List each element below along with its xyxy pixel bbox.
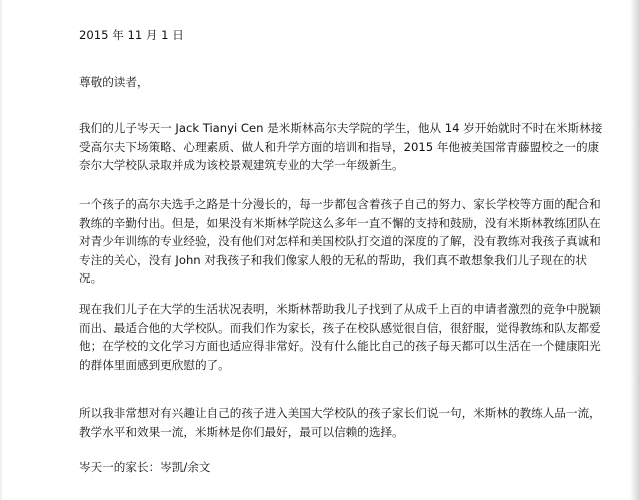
letter-paragraph-3: 现在我们儿子在大学的生活状况表明，米斯林帮助我儿子找到了从成千上百的申请者激烈的竞争中脱颖而出、最适合他的大学校队。而我们作为家长，孩子在校队感觉很自信，很舒服，觉得教练和队友都爱他；在学校的文化学习方面也适应得非常好。没有什么能比自己的孩子每天都可以生活在一个健康阳光的群体里面感到更欣慰的了。 xyxy=(79,302,601,372)
page-left-shadow xyxy=(0,0,3,500)
letter-greeting: 尊敬的读者， xyxy=(79,75,149,89)
letter-signature: 岑天一的家长：岑凯/余文 xyxy=(79,460,211,474)
page-right-shadow xyxy=(630,0,640,500)
letter-paragraph-4: 所以我非常想对有兴趣让自己的孩子进入美国大学校队的孩子家长们说一句，米斯林的教练人品一流，教学水平和效果一流，米斯林是你们最好，最可以信赖的选择。 xyxy=(79,406,601,439)
letter-paragraph-2: 一个孩子的高尔夫选手之路是十分漫长的，每一步都包含着孩子自己的努力、家长学校等方面的配合和教练的辛勤付出。但是，如果没有米斯林学院这么多年一直不懈的支持和鼓励，没有米斯林教练团队在对青少年训练的专业经验，没有他们对怎样和美国校队打交道的深度的了解，没有教练对我孩子真诚和专注的关心，没有 John 对我孩子和我们像家人般的无私的帮助，我们真不敢想象我们儿子现在的状况。 xyxy=(79,197,601,285)
letter-paragraph-1: 我们的儿子岑天一 Jack Tianyi Cen 是米斯林高尔夫学院的学生，他从 14 岁开始就时不时在米斯林接受高尔夫下场策略、心理素质、做人和升学方面的培训和指导，2015 年他被美国常青藤盟校之一的康奈尔大学校队录取并成为该校景观建筑专业的大学一年级新生。 xyxy=(79,121,603,172)
letter-date: 2015 年 11 月 1 日 xyxy=(79,28,184,42)
